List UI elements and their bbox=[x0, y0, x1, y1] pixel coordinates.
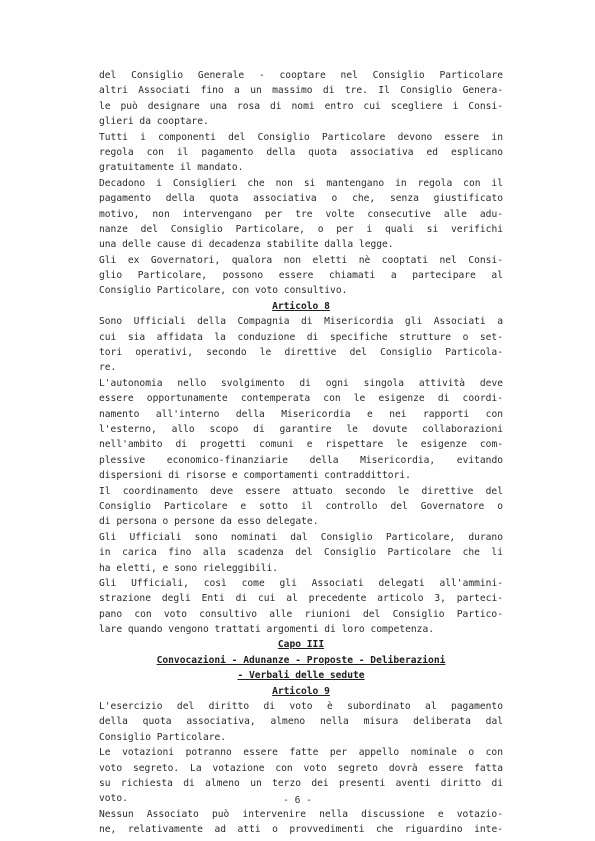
text-line: su richiesta di almeno un terzo dei presenti aventi diritto di bbox=[99, 777, 503, 789]
text-line: ne, relativamente ad atti o provvedimenti che riguardino inte- bbox=[99, 824, 503, 836]
section-heading-text: - Verbali delle sedute bbox=[237, 670, 365, 682]
text-line: re. bbox=[99, 362, 117, 374]
text-line: Consiglio Particolare. bbox=[99, 731, 227, 743]
text-line: pano con voto consultivo alle riunioni del Consiglio Partico- bbox=[99, 608, 503, 620]
text-line: strazione degli Enti di cui al precedente articolo 3, parteci- bbox=[99, 593, 503, 605]
text-line: del Consiglio Generale - cooptare nel Consiglio Particolare bbox=[99, 70, 503, 81]
section-heading bbox=[99, 299, 503, 314]
text-line: Gli ex Governatori, qualora non eletti nè cooptati nel Consi- bbox=[99, 254, 503, 266]
text-line: lare quando vengono trattati argomenti di loro competenza. bbox=[99, 624, 435, 636]
text-line: Nessun Associato può intervenire nella discussione e votazio- bbox=[99, 808, 503, 820]
text-line: Gli Ufficiali sono nominati dal Consiglio Particolare, durano bbox=[99, 531, 503, 543]
section-heading-text: Articolo 9 bbox=[272, 685, 330, 697]
text-line: Tutti i componenti del Consiglio Particolare devono essere in bbox=[99, 131, 503, 143]
section-heading bbox=[99, 668, 503, 683]
section-heading-text: Convocazioni - Adunanze - Proposte - Deliberazioni bbox=[156, 654, 446, 666]
section-heading bbox=[99, 637, 503, 652]
text-line: una delle cause di decadenza stabilite dalla legge. bbox=[99, 239, 394, 251]
text-line: Decadono i Consiglieri che non si mantengano in regola con il bbox=[99, 177, 503, 189]
text-line: della quota associativa, almeno nella misura deliberata dal bbox=[99, 716, 503, 728]
text-line: Consiglio Particolare, con voto consultivo. bbox=[99, 285, 348, 297]
text-line: Consiglio Particolare e sotto il controllo del Governatore o bbox=[99, 500, 503, 512]
text-line: nanze del Consiglio Particolare, o per i quali si verifichi bbox=[99, 223, 503, 235]
text-line: gratuitamente il mandato. bbox=[99, 162, 244, 174]
text-line: pagamento della quota associativa o che, senza giustificato bbox=[99, 193, 503, 205]
section-heading bbox=[99, 684, 503, 699]
text-line: Le votazioni potranno essere fatte per appello nominale o con bbox=[99, 747, 503, 759]
text-line: essere opportunamente contemperata con le esigenze di coordi- bbox=[99, 393, 503, 405]
document-body bbox=[99, 68, 503, 838]
text-line: voto segreto. La votazione con voto segreto dovrà essere fatta bbox=[99, 762, 503, 774]
text-line: cui sia affidata la conduzione di specifiche strutture o set- bbox=[99, 331, 503, 343]
text-line: le può designare una rosa di nomi entro cui scegliere i Consi- bbox=[99, 100, 503, 112]
section-heading-text: Capo III bbox=[277, 639, 325, 651]
text-line: di persona o persone da esso delegate. bbox=[99, 516, 319, 528]
text-line: Gli Ufficiali, così come gli Associati delegati all'ammini- bbox=[99, 577, 503, 589]
text-line: l'esterno, allo scopo di garantire le dovute collaborazioni bbox=[99, 423, 503, 435]
text-line: Il coordinamento deve essere attuato secondo le direttive del bbox=[99, 485, 503, 497]
text-line: glieri da cooptare. bbox=[99, 116, 209, 128]
text-line: voto. bbox=[99, 793, 128, 805]
text-line: glio Particolare, possono essere chiamati a partecipare al bbox=[99, 270, 503, 282]
text-line: regola con il pagamento della quota associativa ed esplicano bbox=[99, 146, 503, 158]
text-line: namento all'interno della Misericordia e nei rapporti con bbox=[99, 408, 503, 420]
text-line: motivo, non intervengano per tre volte consecutive alle adu- bbox=[99, 208, 503, 220]
text-line: L'autonomia nello svolgimento di ogni singola attività deve bbox=[99, 377, 503, 389]
text-line: plessive economico-finanziarie della Misericordia, evitando bbox=[99, 454, 503, 466]
section-heading-text: Articolo 8 bbox=[272, 300, 330, 312]
text-line: L'esercizio del diritto di voto è subordinato al pagamento bbox=[99, 701, 503, 713]
text-line: in carica fino alla scadenza del Consiglio Particolare che li bbox=[99, 547, 503, 559]
text-line: tori operativi, secondo le direttive del Consiglio Particola- bbox=[99, 347, 503, 359]
section-heading bbox=[99, 653, 503, 668]
text-line: nell'ambito di progetti comuni e rispettare le esigenze com- bbox=[99, 439, 503, 451]
text-line: ha eletti, e sono rieleggibili. bbox=[99, 562, 279, 574]
text-line: Sono Ufficiali della Compagnia di Misericordia gli Associati a bbox=[99, 316, 503, 328]
text-line: dispersioni di risorse e comportamenti contraddittori. bbox=[99, 470, 411, 482]
text-line: altri Associati fino a un massimo di tre. Il Consiglio Genera- bbox=[99, 85, 503, 97]
page-number: - 6 - bbox=[283, 795, 312, 806]
